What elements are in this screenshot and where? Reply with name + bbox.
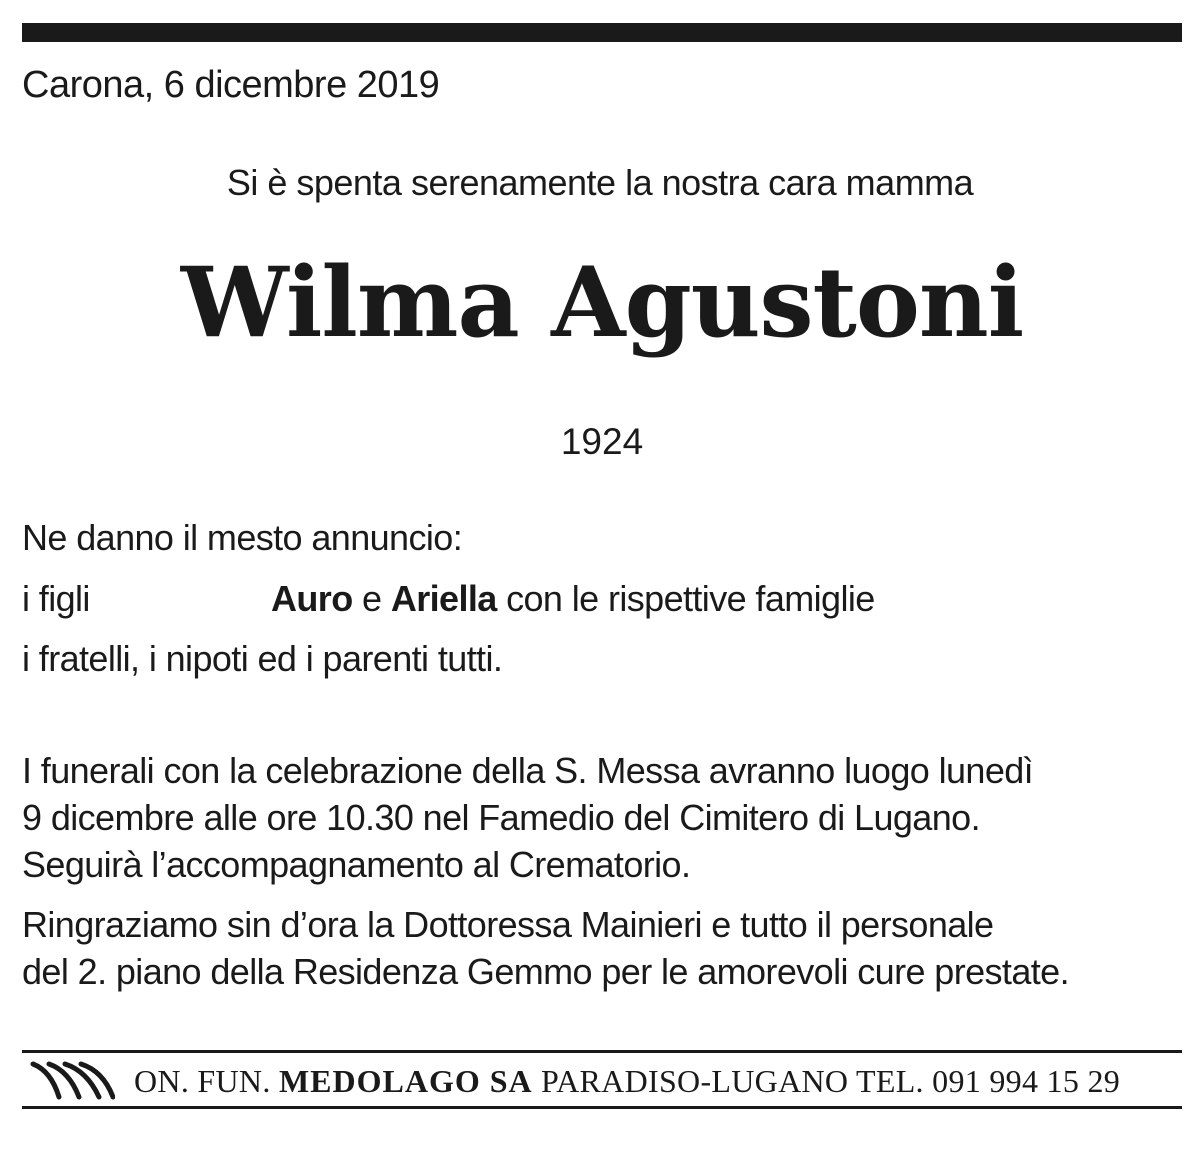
funeral-home-logo-icon	[29, 1061, 115, 1101]
child-name-1: Auro	[271, 578, 353, 619]
funeral-line: I funerali con la celebrazione della S. Messa avranno luogo lunedì	[22, 750, 1034, 791]
conjunction: e	[362, 578, 382, 619]
footer-divider-top	[22, 1050, 1182, 1053]
deceased-name: Wilma Agustoni	[180, 246, 1024, 359]
funeral-line: Seguirà l’accompagnamento al Crematorio.	[22, 844, 691, 885]
mourners-heading: Ne danno il mesto annuncio:	[22, 517, 463, 558]
top-divider	[22, 23, 1182, 42]
birth-year: 1924	[560, 421, 644, 462]
funeral-home-credit	[134, 1063, 1120, 1100]
children-row	[22, 578, 875, 620]
footer-prefix: ON. FUN.	[134, 1063, 271, 1099]
footer-divider-bottom	[22, 1106, 1182, 1109]
thanks-line: del 2. piano della Residenza Gemmo per le amorevoli cure prestate.	[22, 951, 1069, 992]
funeral-line: 9 dicembre alle ore 10.30 nel Famedio del Cimitero di Lugano.	[22, 797, 980, 838]
funeral-home-name: MEDOLAGO SA	[278, 1063, 533, 1099]
child-name-2: Ariella	[390, 578, 497, 619]
children-label: i figli	[22, 578, 90, 619]
relatives-line: i fratelli, i nipoti ed i parenti tutti.	[22, 638, 503, 679]
intro-text: Si è spenta serenamente la nostra cara mamma	[226, 162, 974, 203]
thanks-line: Ringraziamo sin d’ora la Dottoressa Mainieri e tutto il personale	[22, 904, 994, 945]
dateline: Carona, 6 dicembre 2019	[22, 64, 440, 106]
children-suffix: con le rispettive famiglie	[506, 578, 875, 619]
footer-location-phone: PARADISO-LUGANO TEL. 091 994 15 29	[540, 1063, 1121, 1099]
